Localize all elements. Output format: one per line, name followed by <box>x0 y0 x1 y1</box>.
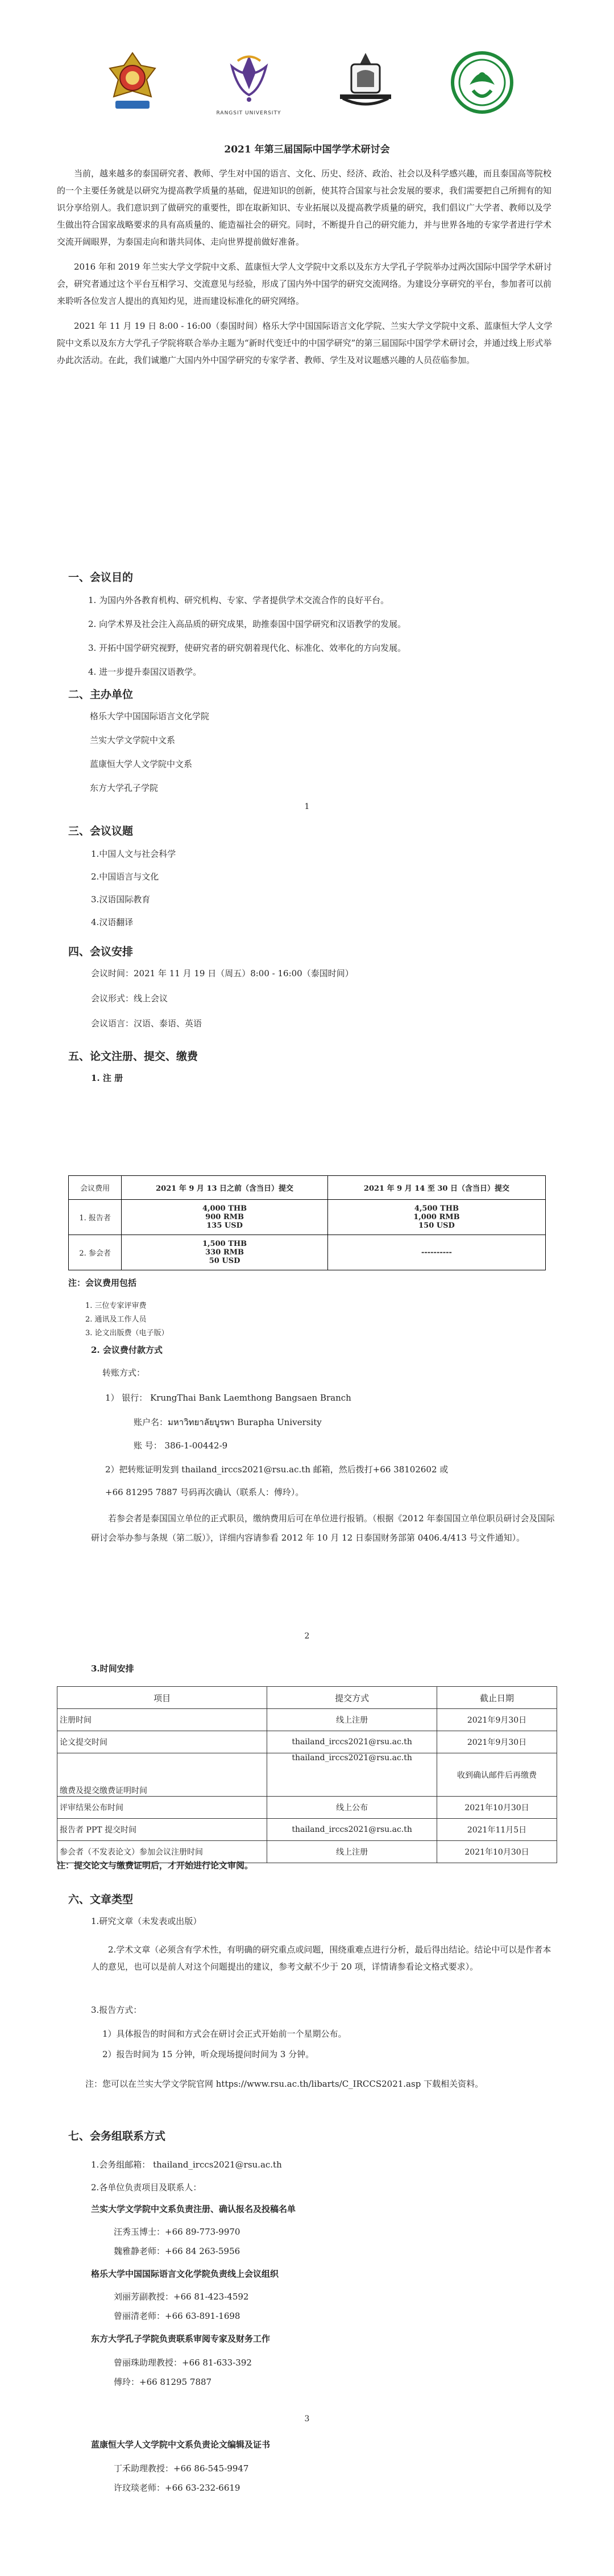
document-title: 2021 年第三届国际中国学学术研讨会 <box>224 144 390 155</box>
fee-cell: ---------- <box>327 1235 545 1270</box>
fee-row-label: 1. 报告者 <box>69 1200 122 1235</box>
payment-step-2: 2）把转账证明发到 thailand_irccs2021@rsu.ac.th 邮箱，然后拨打+66 38102602 或 <box>105 1464 449 1475</box>
crest-logo-3 <box>333 46 398 119</box>
section-registration-heading: 五、论文注册、提交、缴费 <box>68 1050 198 1063</box>
crest-logo-1 <box>99 46 165 119</box>
schedule-deadline: 2021年11月5日 <box>437 1819 557 1841</box>
schedule-method: thailand_irccs2021@rsu.ac.th <box>267 1731 437 1753</box>
contact-group-heading: 东方大学孔子学院负责联系审阅专家及财务工作 <box>91 2334 271 2344</box>
section-contact-heading: 七、会务组联系方式 <box>68 2130 166 2142</box>
registration-subheading: 1. 注 册 <box>91 1073 123 1083</box>
schedule-deadline: 2021年9月30日 <box>437 1731 557 1753</box>
arrangement-language: 会议语言：汉语、泰语、英语 <box>91 1018 202 1029</box>
purpose-item: 1. 为国内外各教育机构、研究机构、专家、学者提供学术交流合作的良好平台。 <box>88 595 389 605</box>
fee-value: 135 USD <box>206 1221 243 1230</box>
intro-paragraph-3: 2021 年 11 月 19 日 8:00 - 16:00（泰国时间）格乐大学中国国际语言文化学院、兰实大学文学院中文系、蓝康恒大学人文学院中文系以及东方大学孔子学院将联合举办主题为“新时代变迁中的中国学研究”的第三届国际中国学学术研讨会，并通过线上形式举办此次活动。在此，我们诚邀广大国内外中国学研究的专家学者、教师、学生及对议题感兴趣的人员莅临参加。 <box>57 321 553 365</box>
rangsit-university-logo <box>216 46 281 119</box>
schedule-header-cell: 截止日期 <box>437 1687 557 1709</box>
fee-value: 900 RMB <box>205 1213 244 1221</box>
fee-row-label: 2. 参会者 <box>69 1235 122 1270</box>
section-organizers-heading: 二、主办单位 <box>68 688 134 701</box>
schedule-item: 缴费及提交缴费证明时间 <box>57 1753 267 1797</box>
schedule-method: 线上注册 <box>267 1841 437 1863</box>
section-topics-heading: 三、会议议题 <box>68 825 134 837</box>
article-type-2 <box>91 1941 557 1975</box>
fee-value: 150 USD <box>418 1221 455 1230</box>
schedule-deadline: 2021年10月30日 <box>437 1797 557 1819</box>
contact-person: 魏雅静老师：+66 84 263-5956 <box>114 2246 240 2256</box>
report-method-2: 2）报告时间为 15 分钟，听众现场提问时间为 3 分钟。 <box>102 2049 314 2059</box>
contact-units-label: 2.各单位负责项目及联系人： <box>91 2182 202 2193</box>
section-schedule-heading: 四、会议安排 <box>68 946 134 958</box>
schedule-item: 报告者 PPT 提交时间 <box>57 1819 267 1841</box>
account-name: 账户名：มหาวิทยาลัยบูรพา Burapha University <box>134 1417 322 1427</box>
purpose-item: 3. 开拓中国学研究视野，使研究者的研究朝着现代化、标准化、效率化的方向发展。 <box>88 643 406 653</box>
arrangement-time: 会议时间：2021 年 11 月 19 日（周五）8:00 - 16:00（泰国时间） <box>91 968 354 979</box>
article-type-1: 1.研究文章（未发表或出版） <box>91 1916 202 1926</box>
organizer-item: 格乐大学中国国际语言文化学院 <box>90 711 210 721</box>
green-circle-logo <box>449 46 515 119</box>
fee-cell <box>327 1200 545 1235</box>
intro-paragraph-1: 当前，越来越多的泰国研究者、教师、学生对中国的语言、文化、历史、经济、政治、社会以及科学感兴趣，而且泰国高等院校的一个主要任务就是以研究为提高教学质量的基础，促进知识的创新，使其符合国家与社会发展的要求，我们需要把自己所拥有的知识分享给别人。我们意识到了做研究的重要性，即在取新知识、专业拓展以及提高教学质量的研究，我们倡议广大学者、教师以及学生做出符合国家战略要求的具有高质量的、能造福社会的研究。同时，不断提升自己的研究能力，并与世界各地的专家学者进行学术交流开阔眼界，为泰国走向和谐共同体、走向世界提前做好准备。 <box>57 168 552 247</box>
article-type-2-text: 2.学术文章（必须含有学术性，有明确的研究重点或问题，围绕重难点进行分析，最后得出结论。结论中可以是作者本人的意见，也可以是前人对这个问题提出的建议，参考文献不少于 20 项，详情请参看论文格式要求）。 <box>91 1945 551 1972</box>
intro-section <box>57 165 557 369</box>
fee-cell <box>122 1200 328 1235</box>
payment-subheading: 2. 会议费付款方式 <box>91 1345 163 1355</box>
organizer-item: 兰实大学文学院中文系 <box>90 735 176 745</box>
section-article-types-heading: 六、文章类型 <box>68 1893 134 1906</box>
contact-group-heading: 兰实大学文学院中文系负责注册、确认报名及投稿名单 <box>91 2204 296 2214</box>
download-note-text: 注：您可以在兰实大学文学院官网 https://www.rsu.ac.th/libarts/C_IRCCS2021.asp 下载相关资料。 <box>85 2079 484 2089</box>
fee-value: 4,000 THB <box>202 1204 247 1213</box>
topic-item: 4.汉语翻译 <box>91 917 134 927</box>
report-method-1: 1）具体报告的时间和方式会在研讨会正式开始前一个星期公布。 <box>102 2029 347 2039</box>
schedule-deadline: 2021年10月30日 <box>437 1841 557 1863</box>
fee-include-item: 1. 三位专家评审费 <box>85 1302 147 1310</box>
schedule-deadline: 2021年9月30日 <box>437 1709 557 1731</box>
purpose-item: 4. 进一步提升泰国汉语教学。 <box>88 667 202 677</box>
schedule-subheading: 3.时间安排 <box>91 1663 134 1674</box>
schedule-method: 线上注册 <box>267 1709 437 1731</box>
download-note <box>68 2075 557 2092</box>
arrangement-format: 会议形式：线上会议 <box>91 993 168 1004</box>
contact-person: 许玟琰老师：+66 63-232-6619 <box>114 2483 240 2493</box>
reimbursement-text: 若参会者是泰国国立单位的正式职员，缴纳费用后可在单位进行报销。（根据《2012 年泰国国立单位职员研讨会及国际研讨会举办参与条规（第二版）》，详细内容请参看 2012 年 10 月 12 日泰国财务部第 0406.4/413 号文件通知）。 <box>91 1513 555 1543</box>
fee-include-item: 2. 通讯及工作人员 <box>85 1315 147 1324</box>
fee-header-cell: 会议费用 <box>69 1176 122 1200</box>
schedule-item: 参会者（不发表论文）参加会议注册时间 <box>57 1841 267 1863</box>
purpose-item: 2. 向学术界及社会注入高品质的研究成果，助推泰国中国学研究和汉语教学的发展。 <box>88 619 406 629</box>
schedule-method: thailand_irccs2021@rsu.ac.th <box>267 1753 437 1797</box>
page-number: 2 <box>304 1632 310 1641</box>
transfer-label: 转账方式： <box>102 1368 146 1378</box>
logo-caption: RANGSIT UNIVERSITY <box>216 110 281 116</box>
organizer-item: 东方大学孔子学院 <box>90 783 159 793</box>
contact-group-heading: 格乐大学中国国际语言文化学院负责线上会议组织 <box>91 2269 279 2279</box>
contact-person: 丁禾助理教授：+66 86-545-9947 <box>114 2463 249 2474</box>
fee-include-item: 3. 论文出版费（电子版） <box>85 1329 169 1337</box>
contact-group-heading: 蓝康恒大学人文学院中文系负责论文编辑及证书 <box>91 2439 271 2450</box>
fee-value: 1,500 THB <box>202 1240 247 1248</box>
topic-item: 2.中国语言与文化 <box>91 872 159 882</box>
schedule-method: 线上公布 <box>267 1797 437 1819</box>
contact-person: 傅玲：+66 81295 7887 <box>114 2377 212 2387</box>
schedule-method: thailand_irccs2021@rsu.ac.th <box>267 1819 437 1841</box>
intro-paragraph-2: 2016 年和 2019 年兰实大学文学院中文系、蓝康恒大学人文学院中文系以及东方大学孔子学院举办过两次国际中国学学术研讨会，研究者通过这个平台互相学习、交流意见与经验，形成了国内外中国学的研究交流网络。为建设分享研究的平台，参加者可以前来聆听各位发言人提出的真知灼见，进而建设标准化的研究网络。 <box>57 262 552 306</box>
contact-person: 曾丽清老师：+66 63-891-1698 <box>114 2311 240 2321</box>
fee-value: 1,000 RMB <box>413 1213 460 1221</box>
report-method-label: 3.报告方式： <box>91 2005 142 2015</box>
schedule-table <box>57 1686 557 1863</box>
fee-table <box>68 1175 546 1270</box>
contact-person: 汪秀玉博士：+66 89-773-9970 <box>114 2227 240 2237</box>
schedule-header-cell: 项目 <box>57 1687 267 1709</box>
fee-header-cell: 2021 年 9 月 14 至 30 日（含当日）提交 <box>327 1176 545 1200</box>
schedule-item: 评审结果公布时间 <box>57 1797 267 1819</box>
bank-name: 1） 银行： KrungThai Bank Laemthong Bangsaen Branch <box>105 1393 351 1403</box>
page-number: 3 <box>304 2414 310 2424</box>
organizer-item: 蓝康恒大学人文学院中文系 <box>90 759 193 769</box>
contact-person: 曾丽珠助理教授：+66 81-633-392 <box>114 2358 252 2368</box>
fee-header-cell: 2021 年 9 月 13 日之前（含当日）提交 <box>122 1176 328 1200</box>
page-number: 1 <box>304 802 310 811</box>
schedule-header-cell: 提交方式 <box>267 1687 437 1709</box>
schedule-item: 注册时间 <box>57 1709 267 1731</box>
section-purpose-heading: 一、会议目的 <box>68 571 134 584</box>
fee-value: 4,500 THB <box>414 1204 459 1213</box>
fee-cell <box>122 1235 328 1270</box>
contact-email: 1.会务组邮箱： thailand_irccs2021@rsu.ac.th <box>91 2160 282 2170</box>
fee-includes-note: 注：会议费用包括 <box>68 1278 137 1288</box>
topic-item: 1.中国人文与社会科学 <box>91 849 176 859</box>
payment-step-2-cont: +66 81295 7887 号码再次确认（联系人：傅玲）。 <box>105 1487 304 1497</box>
topic-item: 3.汉语国际教育 <box>91 894 151 905</box>
contact-person: 刘丽芳副教授：+66 81-423-4592 <box>114 2292 249 2302</box>
fee-value: 330 RMB <box>205 1248 244 1257</box>
schedule-note: 注：提交论文与缴费证明后，才开始进行论文审阅。 <box>57 1860 254 1871</box>
schedule-item: 论文提交时间 <box>57 1731 267 1753</box>
schedule-deadline: 收到确认邮件后再缴费 <box>437 1753 557 1797</box>
fee-value: 50 USD <box>209 1257 240 1265</box>
logo-row <box>0 46 614 119</box>
account-number: 账 号： 386-1-00442-9 <box>134 1440 228 1451</box>
reimbursement-note <box>91 1509 557 1547</box>
